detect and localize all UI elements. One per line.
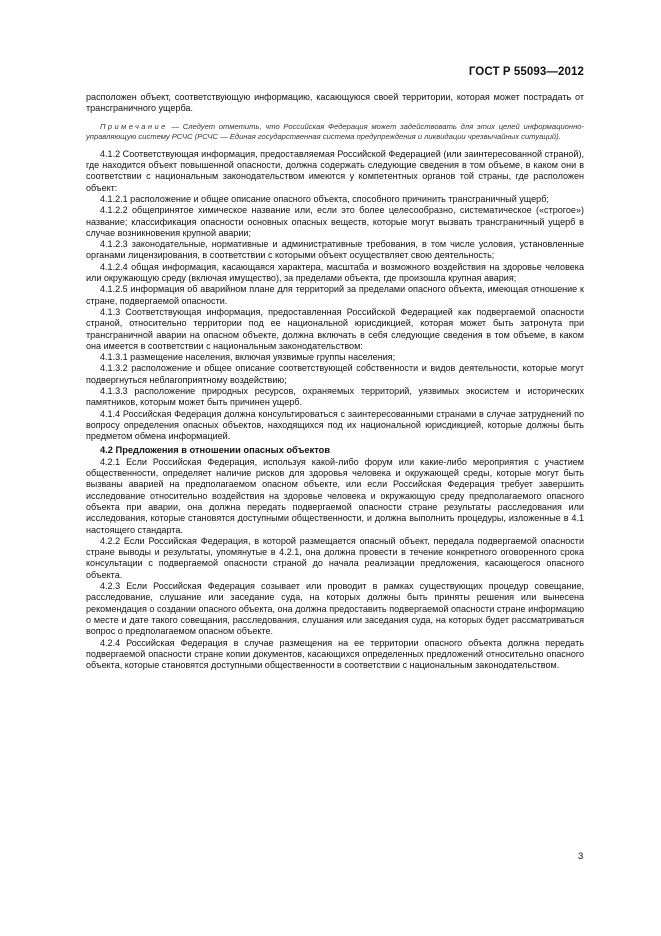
paragraph-4-1-2-4: 4.1.2.4 общая информация, касающаяся характера, масштаба и возможного воздействия на здоровье человека или окружающую среду (включая имущество), за пределами объекта, где произошла крупная авария; [86,261,584,284]
section-heading-4-2: 4.2 Предложения в отношении опасных объектов [100,444,331,455]
paragraph-4-1-2-3: 4.1.2.3 законодательные, нормативные и административные требования, в том числе условия, установленные органами лицензирования, в соответствии с которыми объект осуществляет свою деятельность; [86,239,584,261]
paragraph-4-1-2: 4.1.2 Соответствующая информация, предоставляемая Российской Федерацией (или заинтересованной страной), где находится объект повышенной опасности, должна содержать следующие сведения в том объеме, в каком они в соответствии с национальным законодательством имеются у компетентных органов той страны, где расположен объект: [86,148,584,193]
paragraph-4-2-1: 4.2.1 Если Российская Федерация, используя какой-либо форум или какие-либо мероприятия с участием общественности, определяет наличие рисков для здоровья человека и окружающей среды, которые могут быть вызваны аварией на предполагаемом опасном объекте, или если Российская Федерация требует завершить исследование относительно воздействия на здоровье человека и окружающую среду предполагаемого опасного объекта при аварии, она должна передать подвергаемой опасности стране результаты расследования или исследования, которые становятся доступными общественности, и должна выполнить процедуры, изложенные в 4.1 настоящего стандарта. [86,456,584,535]
paragraph-4-2-4: 4.2.4 Российская Федерация в случае размещения на ее территории опасного объекта должна передать подвергаемой опасности стране копии документов, касающихся определенных предложений относительно опасного объекта, которые становятся доступными общественности в соответствии с национальным законодательством. [86,637,584,671]
document-body [86,92,584,671]
paragraph-4-1-2-2: 4.1.2.2 общепринятое химическое название или, если это более целесообразно, систематическое («строгое») название; классификация опасности основных опасных веществ, которые могут вызвать трансграничный ущерб в случае возникновения крупной аварии; [86,205,584,238]
paragraph-4-2-2: 4.2.2 Если Российская Федерация, в которой размещается опасный объект, передала подвергаемой опасности стране выводы и результаты, упомянутые в 4.2.1, она должна провести в течение конкретного оговоренного срока консультации с подвергаемой опасности страной до начала реализации предложения, касающегося опасного объекта. [86,535,584,580]
note-lead: Примечание [100,121,168,131]
page-number: 3 [578,851,584,862]
note-paragraph [86,122,584,143]
paragraph-4-1-3-3: 4.1.3.3 расположение природных ресурсов, охраняемых территорий, уязвимых экосистем и исторических памятников, которым может быть причинен ущерб. [86,386,584,408]
paragraph-4-2-3: 4.2.3 Если Российская Федерация созывает или проводит в рамках существующих процедур совещание, расследование, слушание или заседание суда, на которых должны быть приняты решения или вынесена рекомендация о создании опасного объекта, она должна предоставить подвергаемой опасности стране информацию о месте и дате такого совещания, расследования, слушания или заседания суда, на которых будет рассматриваться вопрос о предполагаемом опасном объекте. [86,581,584,637]
paragraph-4-1-3-2: 4.1.3.2 расположение и общее описание соответствующей собственности и видов деятельности, которые могут подвергнуться неблагоприятному воздействию; [86,363,584,385]
paragraph-continuation: расположен объект, соответствующую информацию, касающуюся своей территории, которая может пострадать от трансграничного ущерба. [86,92,584,114]
note-text: — Следует отметить, что Российская Федерация может задействовать для этих целей информационно-управляющую систему РСЧС (РСЧС — Единая государственная система предупреждения и ликвидации чрезвычайных ситуаций). [86,121,584,142]
paragraph-4-1-2-5: 4.1.2.5 информация об аварийном плане для территорий за пределами опасного объекта, имеющая отношение к стране, подвергаемой опасности. [86,284,584,306]
document-code-header: ГОСТ Р 55093—2012 [468,66,584,78]
paragraph-4-1-3-1: 4.1.3.1 размещение населения, включая уязвимые группы населения; [100,352,396,363]
paragraph-4-1-2-1: 4.1.2.1 расположение и общее описание опасного объекта, способного причинить трансграничный ущерб; [100,193,549,204]
paragraph-4-1-4: 4.1.4 Российская Федерация должна консультироваться с заинтересованными странами в случае затруднений по вопросу определения опасных объектов, находящихся под их национальной юрисдикцией, которые должны быть предметом обмена информацией. [86,408,584,442]
paragraph-4-1-3: 4.1.3 Соответствующая информация, предоставленная Российской Федерацией как подвергаемой опасности страной, относительно территории под ее национальной юрисдикцией, которая может быть затронута при трансграничной аварии на опасном объекте, должна включать в себя следующие сведения в том объеме, в каком она имеется в соответствии с национальным законодательством: [86,306,584,351]
